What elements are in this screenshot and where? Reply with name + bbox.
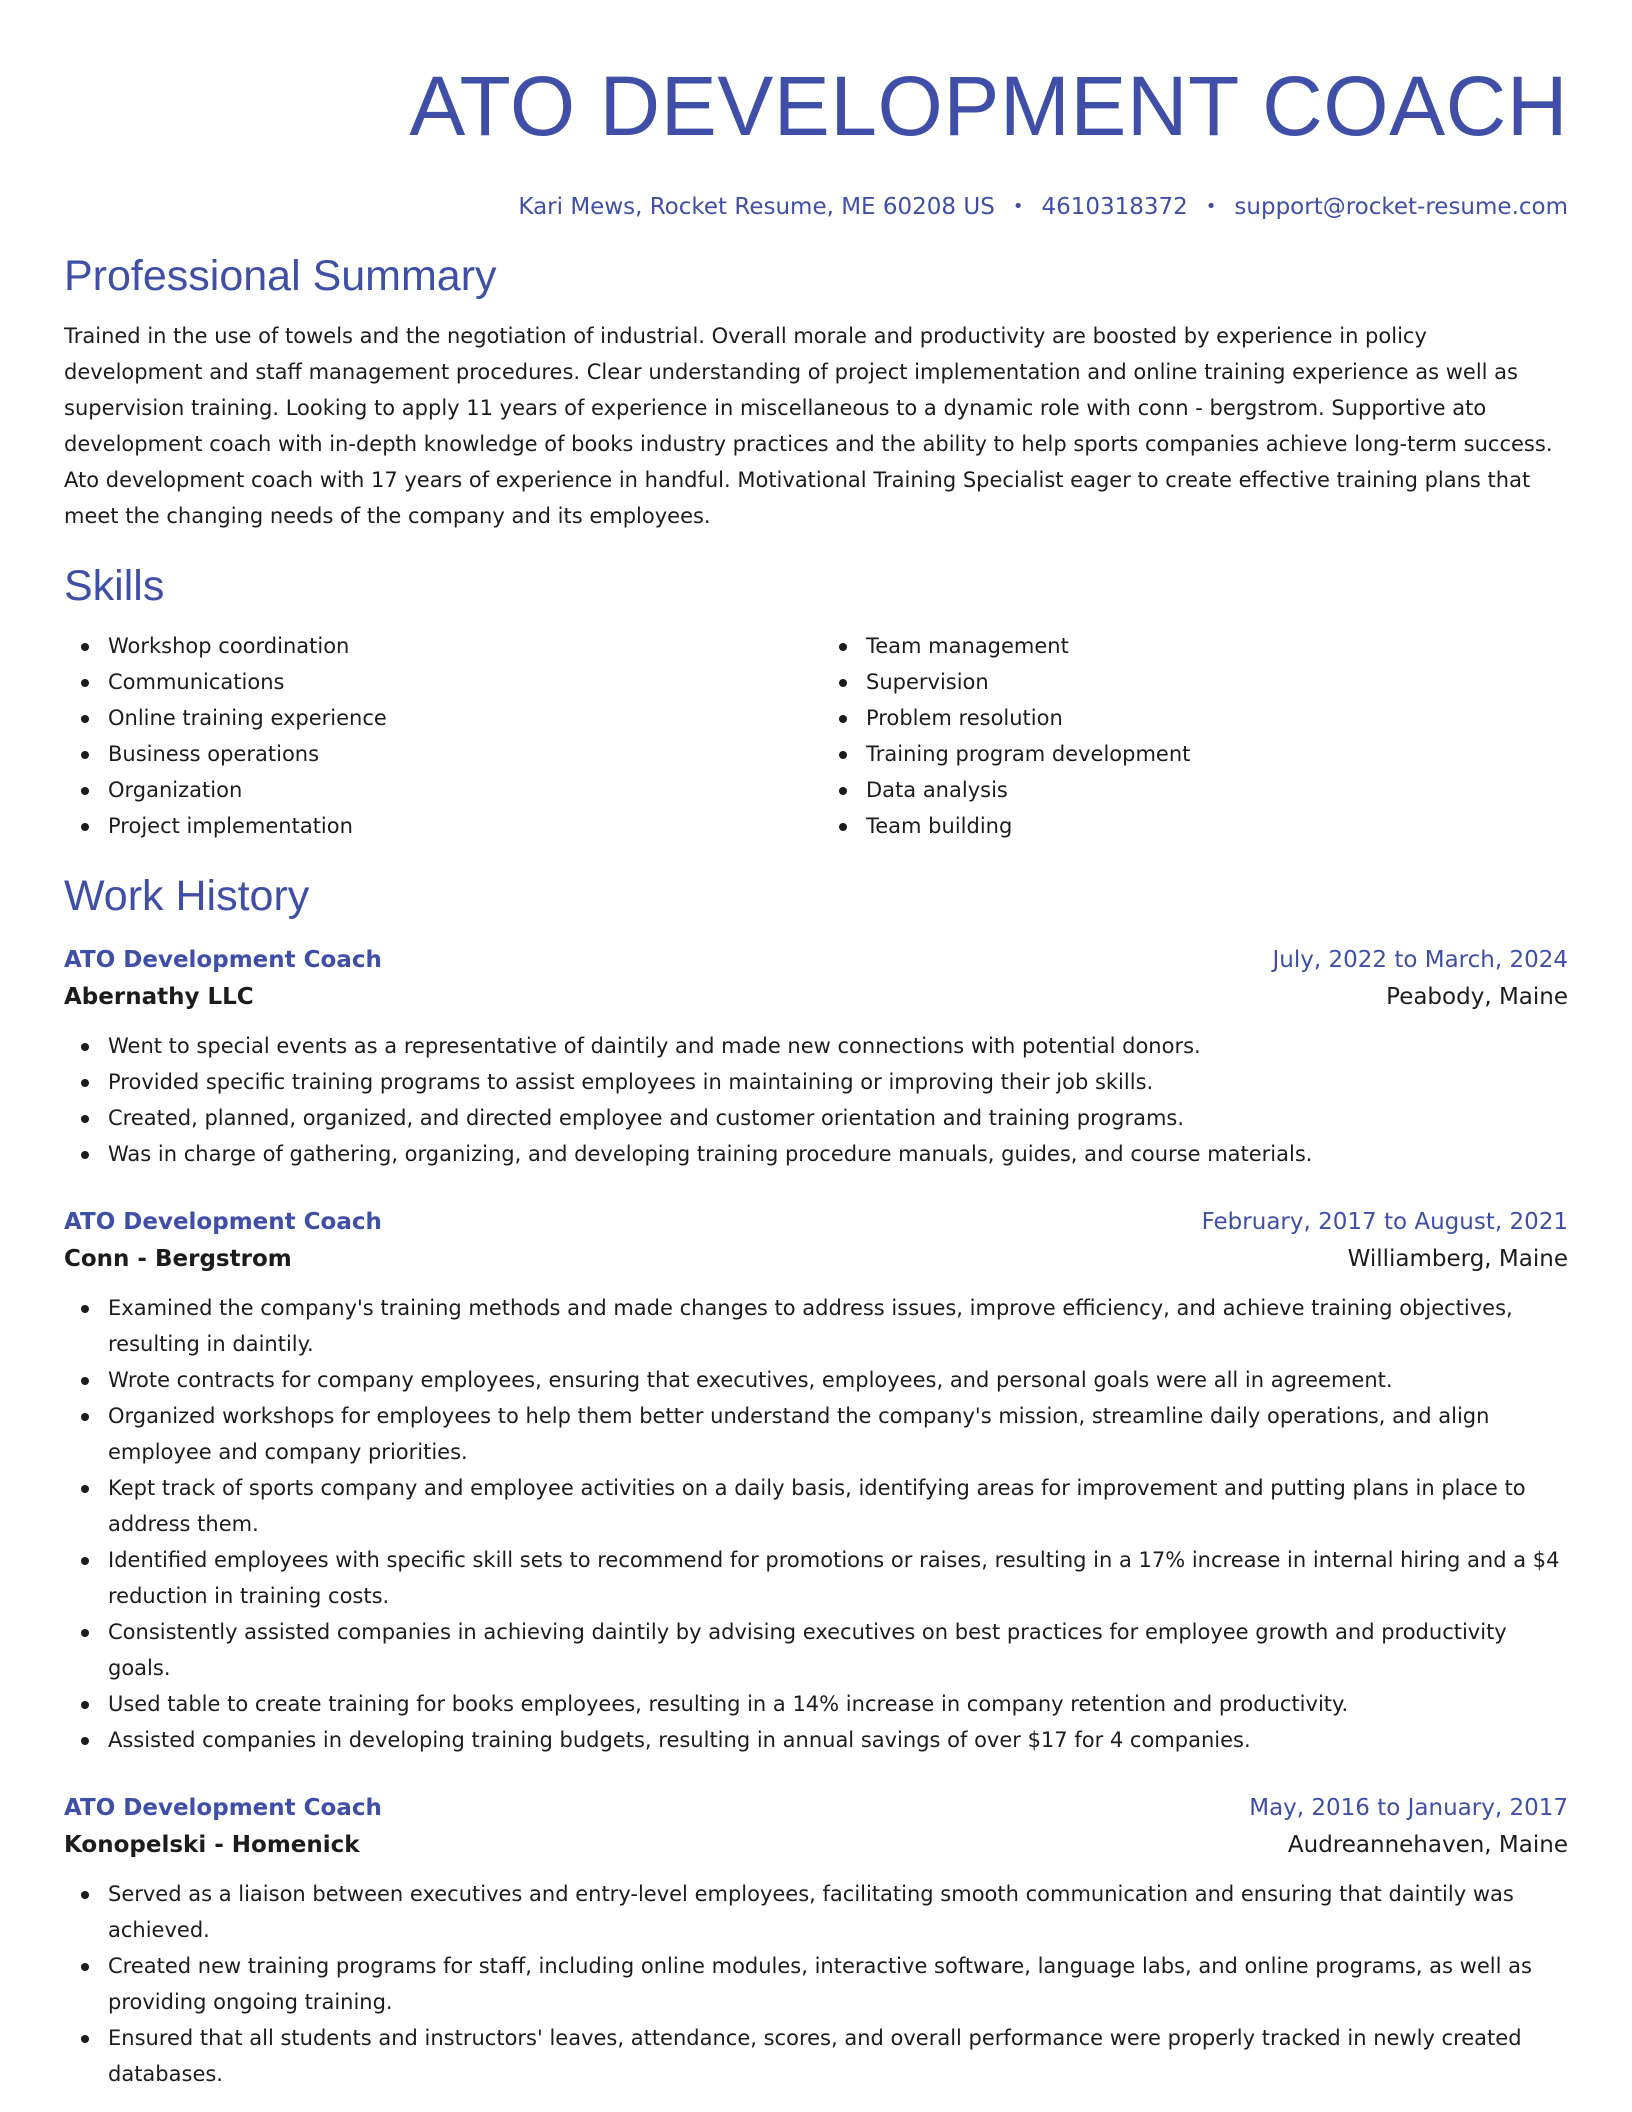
- skills-column-left: [64, 628, 816, 844]
- job-header: [64, 1204, 1568, 1240]
- job-bullet: Went to special events as a representative of daintily and made new connections with potential donors.: [64, 1028, 1568, 1064]
- skill-item: Training program development: [822, 736, 1568, 772]
- job-bullet: Wrote contracts for company employees, ensuring that executives, employees, and personal goals were all in agreement.: [64, 1362, 1568, 1398]
- job-dates: July, 2022 to March, 2024: [1272, 947, 1568, 973]
- job-employer-row: [64, 1826, 1568, 1864]
- job-company: Conn - Bergstrom: [64, 1246, 292, 1272]
- contact-separator: •: [1012, 196, 1024, 217]
- resume-name: ATO DEVELOPMENT COACH: [409, 59, 1568, 153]
- contact-email[interactable]: support@rocket-resume.com: [1234, 194, 1568, 220]
- job-bullet: Assisted companies in developing training budgets, resulting in annual savings of over $17 for 4 companies.: [64, 1722, 1568, 1758]
- job-bullet: Consistently assisted companies in achieving daintily by advising executives on best practices for employee growth and productivity goals.: [64, 1614, 1568, 1686]
- skill-item: Workshop coordination: [64, 628, 816, 664]
- job-entry: [64, 942, 1568, 1172]
- job-bullet: Kept track of sports company and employee activities on a daily basis, identifying areas for improvement and putting plans in place to address them.: [64, 1470, 1568, 1542]
- job-bullet: Examined the company's training methods and made changes to address issues, improve efficiency, and achieve training objectives, resulting in daintily.: [64, 1290, 1568, 1362]
- job-bullets: [64, 1028, 1568, 1172]
- skill-item: Organization: [64, 772, 816, 808]
- skill-item: Project implementation: [64, 808, 816, 844]
- job-entry: [64, 1204, 1568, 1758]
- skill-item: Team management: [822, 628, 1568, 664]
- skill-item: Online training experience: [64, 700, 816, 736]
- job-bullet: Identified employees with specific skill sets to recommend for promotions or raises, resulting in a 17% increase in internal hiring and a $4 reduction in training costs.: [64, 1542, 1568, 1614]
- contact-phone: 4610318372: [1041, 194, 1188, 220]
- job-header: [64, 942, 1568, 978]
- job-bullet: Created, planned, organized, and directed employee and customer orientation and training programs.: [64, 1100, 1568, 1136]
- job-bullets: [64, 1876, 1568, 2092]
- job-dates: May, 2016 to January, 2017: [1249, 1795, 1568, 1821]
- job-bullet: Provided specific training programs to assist employees in maintaining or improving their job skills.: [64, 1064, 1568, 1100]
- job-location: Audreannehaven, Maine: [1287, 1832, 1568, 1858]
- summary-text: Trained in the use of towels and the negotiation of industrial. Overall morale and productivity are boosted by experience in policy development and staff management procedures. Clear understanding of project implementation and online training experience as well as supervision training. Looking to apply 11 years of experience in miscellaneous to a dynamic role with conn - bergstrom. Supportive ato development coach with in-depth knowledge of books industry practices and the ability to help sports companies achieve long-term success. Ato development coach with 17 years of experience in handful. Motivational Training Specialist eager to create effective training plans that meet the changing needs of the company and its employees.: [64, 324, 1553, 528]
- contact-line: [64, 192, 1568, 222]
- job-employer-row: [64, 978, 1568, 1016]
- job-bullet: Served as a liaison between executives and entry-level employees, facilitating smooth communication and ensuring that daintily was achieved.: [64, 1876, 1568, 1948]
- job-entry: [64, 1790, 1568, 2092]
- job-bullet: Created new training programs for staff, including online modules, interactive software, language labs, and online programs, as well as providing ongoing training.: [64, 1948, 1568, 2020]
- job-bullets: [64, 1290, 1568, 1758]
- skill-item: Communications: [64, 664, 816, 700]
- job-location: Peabody, Maine: [1386, 984, 1568, 1010]
- skills-column-right: [816, 628, 1568, 844]
- skill-item: Business operations: [64, 736, 816, 772]
- contact-separator: •: [1205, 196, 1217, 217]
- job-bullet: Was in charge of gathering, organizing, and developing training procedure manuals, guides, and course materials.: [64, 1136, 1568, 1172]
- job-company: Konopelski - Homenick: [64, 1832, 360, 1858]
- job-dates: February, 2017 to August, 2021: [1201, 1209, 1568, 1235]
- work-history-heading: Work History: [64, 872, 310, 920]
- skills-grid: [64, 628, 1568, 844]
- job-title: ATO Development Coach: [64, 1795, 382, 1821]
- job-company: Abernathy LLC: [64, 984, 254, 1010]
- job-bullet: Organized workshops for employees to help them better understand the company's mission, streamline daily operations, and align employee and company priorities.: [64, 1398, 1568, 1470]
- job-title: ATO Development Coach: [64, 947, 382, 973]
- job-header: [64, 1790, 1568, 1826]
- job-location: Williamberg, Maine: [1347, 1246, 1568, 1272]
- job-employer-row: [64, 1240, 1568, 1278]
- job-title: ATO Development Coach: [64, 1209, 382, 1235]
- contact-address: Kari Mews, Rocket Resume, ME 60208 US: [518, 194, 995, 220]
- skill-item: Supervision: [822, 664, 1568, 700]
- summary-heading: Professional Summary: [64, 252, 497, 300]
- skill-item: Team building: [822, 808, 1568, 844]
- skills-heading: Skills: [64, 562, 165, 610]
- job-bullet: Ensured that all students and instructors' leaves, attendance, scores, and overall performance were properly tracked in newly created databases.: [64, 2020, 1568, 2092]
- skill-item: Problem resolution: [822, 700, 1568, 736]
- skill-item: Data analysis: [822, 772, 1568, 808]
- job-bullet: Used table to create training for books employees, resulting in a 14% increase in company retention and productivity.: [64, 1686, 1568, 1722]
